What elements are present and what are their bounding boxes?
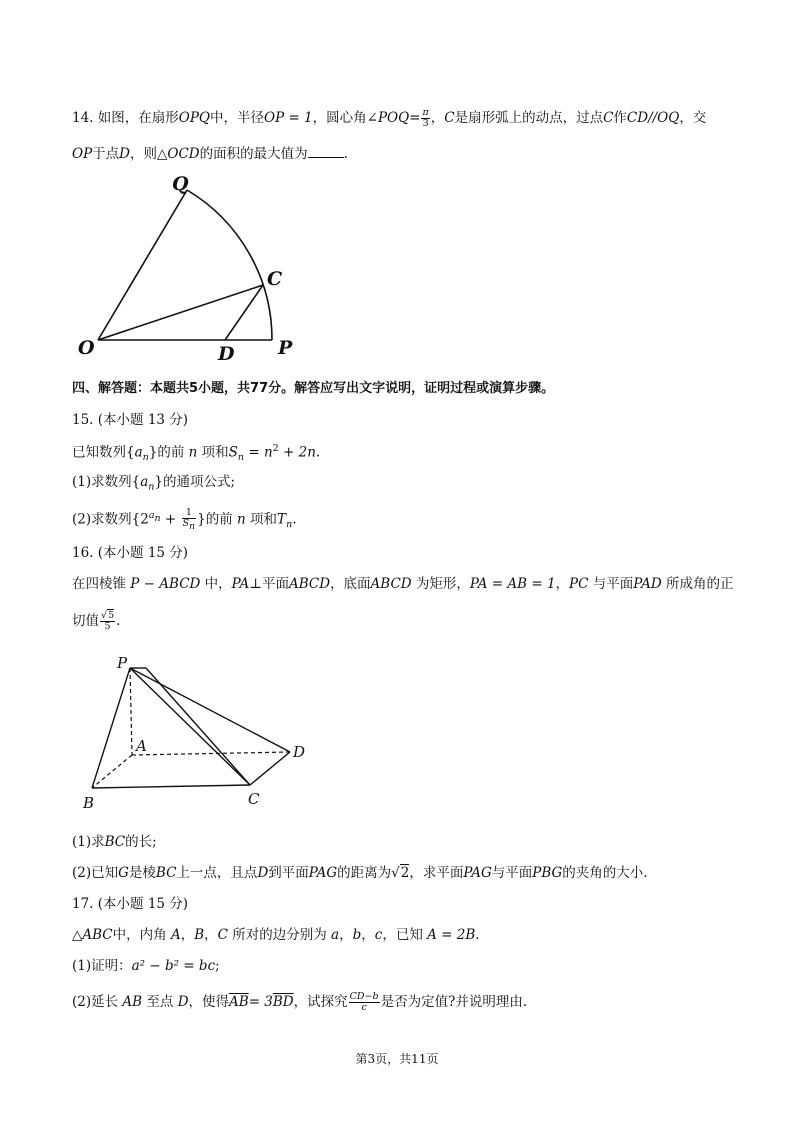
fraction-cd-minus-b-over-c: $\frac{CD-b}{c}$ [349,991,379,1013]
section-4-heading: 四、解答题：本题共5小题，共77分。解答应写出文字说明，证明过程或演算步骤。 [72,381,555,396]
label-d: D [293,743,306,761]
q15-line-1: 已知数列$\{a_n\}$的前 n 项和$S_n = n^2 + 2n$. [72,443,321,464]
edge-pc [130,668,250,785]
q17-part-2: (2)延长 AB 至点 D，使得$\overline{AB}= 3\overline{BD}$，试探究 $\frac{CD-b}{c}$ 是否为定值?并说明理由. [72,991,528,1013]
fraction-sqrt5-over-5: $\frac{√5}{5}$ [101,610,115,632]
label-a: A [136,737,147,755]
edge-bc [92,785,250,788]
q17-head: 17. (本小题 15 分) [72,896,189,912]
fraction-1-over-sn: $\frac{1}{S_n}$ [182,507,196,532]
q14-line-2: OP于点D，则△OCD的面积的最大值为 . [72,146,348,162]
page-footer: 第3页，共11页 [355,1052,439,1066]
q16-part-2: (2)已知G是棱BC上一点，且点D到平面PAG的距离为√2，求平面PAG与平面PBG的夹角的大小. [72,865,648,881]
label-p: P [278,337,293,359]
q17-part-1: (1)证明：a² − b² = bc; [72,958,220,974]
q15-head: 15. (本小题 13 分) [72,412,189,428]
fraction-pi-over-3: $\frac{\pi}{3}$ [422,107,429,129]
q16-line-2: 切值 $\frac{√5}{5}$ . [72,610,121,632]
label-q: Q [172,173,189,195]
label-d: D [218,343,235,365]
q15-part-1: (1)求数列$\{a_n\}$的通项公式; [72,474,236,493]
q14-line-1: 14. 如图，在扇形OPQ中，半径OP = 1，圆心角∠POQ= $\frac{\pi}{3}$ ，C是扇形弧上的动点，过点C作CD//OQ，交 [72,107,707,129]
edge-pa-hidden [130,668,132,755]
edge-ab-hidden [92,755,132,788]
q17-line-1: △ABC中，内角 A，B，C 所对的边分别为 a，b，c，已知 A = 2B. [72,927,480,943]
label-b: B [83,794,95,812]
label-c: C [267,268,283,290]
q16-part-1: (1)求BC的长; [72,834,157,850]
q15-part-2: (2)求数列{$2^{a_n}$ + $\frac{1}{S_n}$ }的前 n 项和$T_n$. [72,507,297,532]
edge-ad-hidden [132,752,290,755]
q16-line-1: 在四棱锥 P − ABCD 中，PA⊥平面ABCD，底面ABCD 为矩形，PA = AB = 1，PC 与平面PAD 所成角的正 [72,576,734,592]
edge-ec [146,668,250,785]
q16-head: 16. (本小题 15 分) [72,545,189,561]
edge-pb [92,668,130,788]
edge-cd [250,752,290,785]
label-p: P [117,654,128,672]
label-c: C [248,790,260,808]
label-o: O [78,337,95,359]
